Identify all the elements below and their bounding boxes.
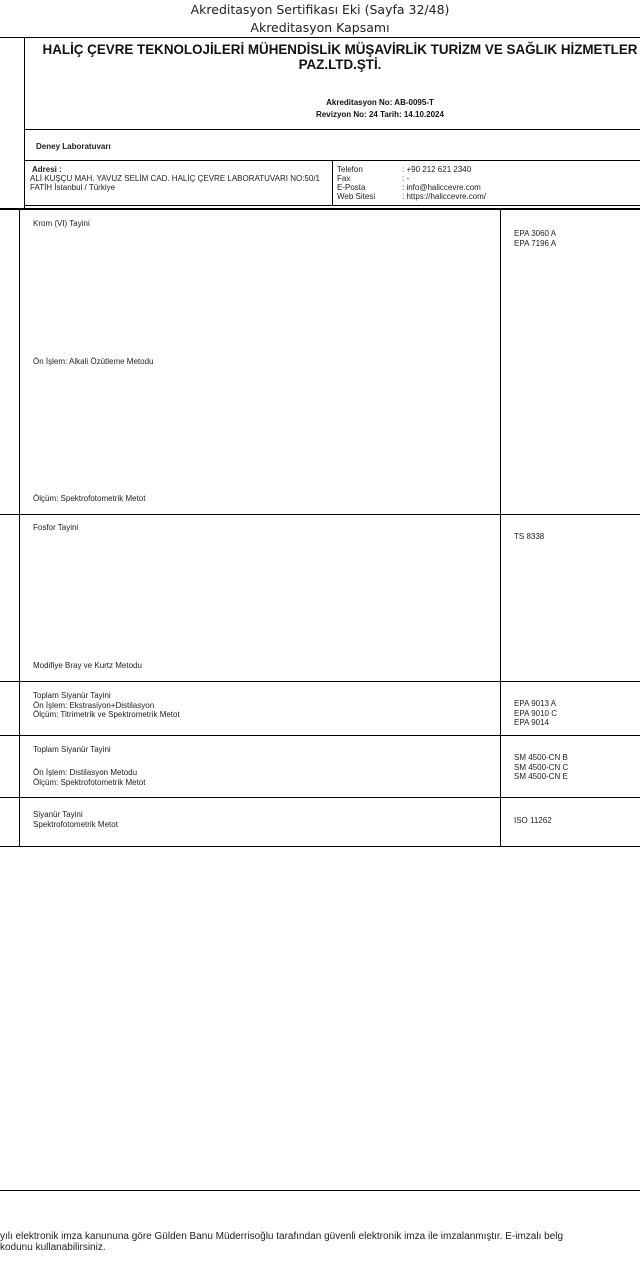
test-description: Ön İşlem: Distilasyon Metodu Ölçüm: Spektrofotometrik Metot <box>33 768 146 787</box>
method-reference: EPA 9013 A EPA 9010 C EPA 9014 <box>514 699 557 727</box>
contact-label-fax: Fax <box>337 174 351 183</box>
accreditation-number: Akreditasyon No: AB-0095-T <box>326 98 434 107</box>
address-line1: ALİ KUŞÇU MAH. YAVUZ SELİM CAD. HALİÇ ÇEVRE LABORATUVARI NO:50/1 <box>30 174 320 183</box>
page-header-subtitle: Akreditasyon Kapsamı <box>250 20 390 35</box>
revision-info: Revizyon No: 24 Tarih: 14.10.2024 <box>316 110 444 119</box>
contact-value-email: : info@haliccevre.com <box>402 183 481 192</box>
method-reference: TS 8338 <box>514 532 545 541</box>
address-line2: FATİH İstanbul / Türkiye <box>30 183 116 192</box>
address-label: Adresi : <box>32 165 62 174</box>
contact-value-website: : https://haliccevre.com/ <box>402 192 487 201</box>
test-description: Toplam Siyanür Tayini Ön İşlem: Ekstrasiyon+Distilasyon Ölçüm: Titrimetrik ve Spektrometrik Metot <box>33 691 180 719</box>
method-description: Modifiye Bray ve Kurtz Metodu <box>33 661 142 670</box>
company-name-line1: HALİÇ ÇEVRE TEKNOLOJİLERİ MÜHENDİSLİK MÜŞAVİRLİK TURİZM VE SAĞLIK HİZMETLER <box>42 42 638 57</box>
test-name: Krom (VI) Tayini <box>33 219 90 228</box>
lab-type: Deney Laboratuvarı <box>36 142 111 151</box>
contact-label-phone: Telefon <box>337 165 363 174</box>
page-header-title: Akreditasyon Sertifikası Eki (Sayfa 32/48) <box>190 2 450 17</box>
contact-value-phone: : +90 212 621 2340 <box>402 165 472 174</box>
contact-label-email: E-Posta <box>337 183 366 192</box>
test-name: Fosfor Tayini <box>33 523 79 532</box>
contact-value-fax: : - <box>402 174 410 183</box>
footer-verification-note: kodunu kullanabilirsiniz. <box>0 1242 106 1253</box>
contact-label-website: Web Sitesi <box>337 192 376 201</box>
test-name: Toplam Siyanür Tayini <box>33 745 111 754</box>
footer-signature-note: yılı elektronik imza kanununa göre Gülden Banu Müderrisoğlu tarafından güvenli elektronik imza ile imzalanmıştır. E-imzalı belg <box>0 1231 564 1242</box>
footer-divider <box>0 1190 640 1191</box>
method-reference: ISO 11262 <box>514 816 552 825</box>
company-name-line2: PAZ.LTD.ŞTİ. <box>298 57 382 72</box>
method-reference: EPA 3060 A EPA 7196 A <box>514 229 557 248</box>
measurement: Ölçüm: Spektrofotometrik Metot <box>33 494 146 503</box>
company-name <box>40 42 640 72</box>
method-reference: SM 4500-CN B SM 4500-CN C SM 4500-CN E <box>514 753 569 781</box>
test-description: Siyanür Tayini Spektrofotometrik Metot <box>33 810 118 829</box>
pretreatment: Ön İşlem: Alkali Özütleme Metodu <box>33 357 154 366</box>
